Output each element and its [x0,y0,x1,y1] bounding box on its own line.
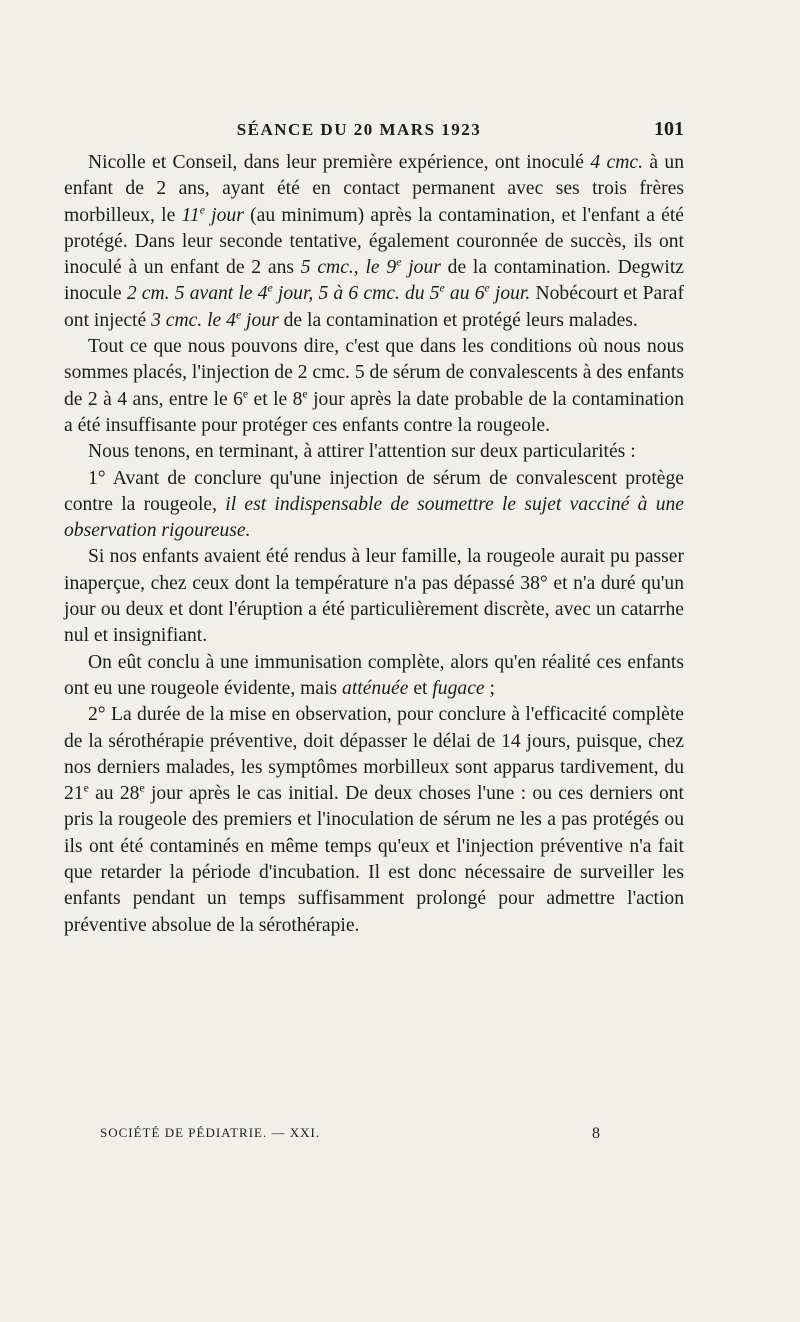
text-segment: e [484,281,490,295]
paragraph [64,702,684,939]
text-segment: ; [484,677,495,699]
text-segment: au 6 [444,283,485,305]
text-segment: 4 cmc. [590,152,643,173]
text-segment: On eût conclu à une immunisation complète, alors qu'en réalité ces enfants ont eu une rougeole évidente, mais [64,651,684,699]
text-segment: au 28 [88,783,140,805]
text-segment: fugace [432,677,485,699]
text-segment: de la contamination et protégé leurs malades. [278,309,638,331]
text-segment: Nicolle et Conseil, dans leur première expérience, ont inoculé [88,152,591,173]
body-text [64,150,684,939]
paragraph [64,544,684,649]
paragraph [64,150,684,334]
text-segment: Tout ce que nous pouvons dire, c'est que dans les conditions où nous nous sommes placés, l'injection de 2 cmc. 5 de sérum de convalescents à des enfants de 2 à 4 ans, entre le 6 [64,336,684,410]
footer [100,1125,600,1143]
text-segment: e [139,781,145,795]
text-segment: Nobécourt et Paraf ont injecté [64,283,684,331]
text-segment: il est indispensable de soumettre le sujet vacciné à une observation rigoureuse. [64,493,684,542]
signature-number: 8 [592,1125,600,1142]
running-head-title: SÉANCE DU 20 MARS 1923 [236,120,482,139]
journal-footer: SOCIÉTÉ DE PÉDIATRIE. — XXI. [100,1125,321,1140]
paragraph [64,439,684,465]
text-segment: Nous tenons, en terminant, à attirer l'attention sur deux particularités : [88,441,636,463]
running-head [64,118,684,141]
text-segment: jour [241,309,279,331]
text-segment: jour [204,204,244,226]
text-segment: e [439,281,445,295]
text-segment: e [199,203,205,217]
text-segment: 5 cmc., le 9 [300,257,397,279]
text-segment: e [83,781,89,795]
text-segment: et [408,677,433,699]
text-segment: 3 cmc. le 4 [151,309,236,331]
text-segment: e [242,387,249,401]
text-segment: 2 cm. 5 avant le 4 [126,283,268,305]
text-segment: atténuée [342,677,409,699]
text-segment: à un enfant de 2 ans, ayant été en contact permanent avec ses trois frères morbilleux, le [64,152,684,226]
paragraph [64,650,684,703]
paragraph [64,466,684,545]
text-segment: 1° Avant de conclure qu'une injection de sérum de convalescent protège contre la rougeole, [64,467,684,515]
page-number: 101 [654,118,684,140]
text-segment: e [302,387,308,401]
text-segment: e [267,281,273,295]
text-segment: jour après le cas initial. De deux choses l'une : ou ces derniers ont pris la rougeole des premiers et l'inoculation de sérum ne les a pas protégés ou ils ont été contaminés en même temps qu'eux et l'injection préventive n'a fait que retarder la période d'incubation. Il est donc nécessaire de surveiller les enfants pendant un temps suffisamment prolongé pour admettre l'action préventive absolue de la sérothérapie. [64,783,685,936]
text-segment: (au minimum) après la contamination, et l'enfant a été protégé. Dans leur seconde tentative, également couronnée de succès, ils ont inoculé à un enfant de 2 ans [64,204,685,279]
text-segment: jour [401,257,441,279]
paragraph [64,334,684,439]
text-segment: de la contamination. Degwitz inocule [64,257,684,305]
text-segment: Si nos enfants avaient été rendus à leur famille, la rougeole aurait pu passer inaperçue, chez ceux dont la température n'a pas dépassé 38° et n'a duré qu'un jour ou deux et dont l'éruption a été particulièrement discrète, avec un catarrhe nul et insignifiant. [64,546,684,647]
text-segment: jour. [489,283,531,305]
text-segment: e [396,255,402,269]
text-segment: e [235,308,242,322]
text-segment: 2° La durée de la mise en observation, pour conclure à l'efficacité complète de la sérothérapie préventive, doit dépasser le délai de 14 jours, puisque, chez nos derniers malades, les symptômes morbilleux sont apparus tardivement, du 21 [64,704,684,805]
text-segment: et le 8 [248,388,303,410]
text-segment: 11 [181,204,200,226]
text-segment: jour, 5 à 6 cmc. du 5 [272,283,440,305]
text-segment: jour après la date probable de la contamination a été insuffisante pour protéger ces enfants contre la rougeole. [64,388,685,436]
